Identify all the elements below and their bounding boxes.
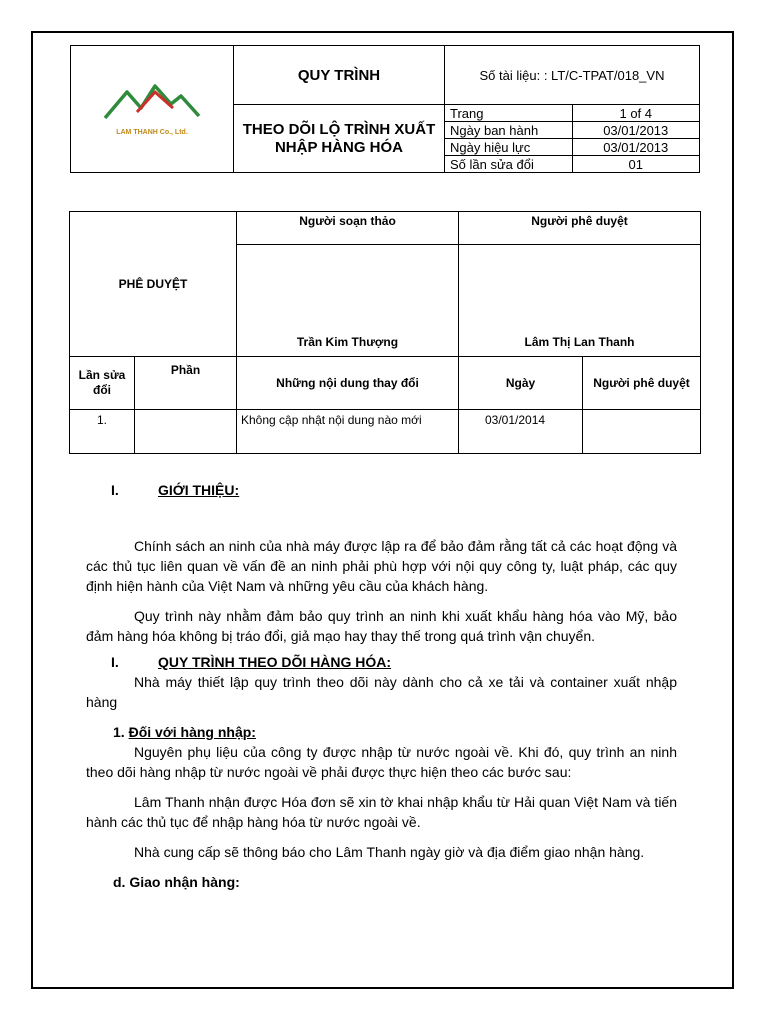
subsection-title: Giao nhận hàng:	[129, 874, 240, 890]
col-header-part: Phần	[135, 357, 237, 410]
meta-label-page: Trang	[445, 105, 573, 122]
paragraph: Nhà cung cấp sẽ thông báo cho Lâm Thanh ngày giờ và địa điểm giao nhận hàng.	[134, 844, 645, 860]
cell-revision: 1.	[70, 410, 135, 454]
meta-value-revisions: 01	[572, 156, 700, 173]
doc-type-title: QUY TRÌNH	[234, 46, 445, 105]
section-heading-process	[86, 652, 677, 672]
cell-changes: Không cập nhật nội dung nào mới	[237, 410, 459, 454]
paragraph: Quy trình này nhằm đảm bảo quy trình an ninh khi xuất khẩu hàng hóa vào Mỹ, bảo đảm hàng hóa không bị tráo đổi, giả mạo hay thay thế trong quá trình vận chuyển.	[86, 608, 677, 644]
approver-header: Người phê duyệt	[459, 212, 701, 245]
subsection-heading-imports	[86, 722, 677, 742]
document-body	[86, 480, 677, 892]
logo-text: LAM THANH Co., Ltd.	[116, 129, 188, 136]
subsection-heading-delivery	[86, 872, 677, 892]
meta-value-issue-date: 03/01/2013	[572, 122, 700, 139]
paragraph: Chính sách an ninh của nhà máy được lập ra để bảo đảm rằng tất cả các hoạt động và các thủ tục liên quan về vấn đề an ninh phải phù hợp với nội quy công ty, luật pháp, các quy định hiện hành của Việt Nam và những yêu cầu của khách hàng.	[86, 538, 677, 594]
drafter-header: Người soạn thảo	[237, 212, 459, 245]
logo-cell	[71, 46, 234, 173]
meta-value-effective-date: 03/01/2013	[572, 139, 700, 156]
table-row	[70, 410, 701, 454]
doc-number: Số tài liệu: : LT/C-TPAT/018_VN	[445, 46, 700, 105]
meta-value-page: 1 of 4	[572, 105, 700, 122]
approval-label: PHÊ DUYỆT	[70, 212, 237, 357]
cell-approver	[583, 410, 701, 454]
paragraph: Nguyên phụ liệu của công ty được nhập từ nước ngoài về. Khi đó, quy trình an ninh theo dõi hàng nhập từ nước ngoài về phải được thực hiện theo các bước sau:	[86, 744, 677, 780]
doc-title: THEO DÕI LỘ TRÌNH XUẤT NHẬP HÀNG HÓA	[234, 105, 445, 173]
company-logo-icon	[97, 78, 207, 128]
section-title: QUY TRÌNH THEO DÕI HÀNG HÓA:	[158, 654, 392, 670]
meta-label-revisions: Số lần sửa đổi	[445, 156, 573, 173]
paragraph: Lâm Thanh nhận được Hóa đơn sẽ xin tờ khai nhập khẩu từ Hải quan Việt Nam và tiến hành các thủ tục để nhập hàng hóa từ nước ngoài về.	[86, 794, 677, 830]
section-heading-intro	[86, 480, 677, 500]
section-title: GIỚI THIỆU:	[158, 482, 240, 498]
section-number: I.	[111, 482, 119, 498]
col-header-changes: Những nội dung thay đổi	[237, 357, 459, 410]
col-header-approver: Người phê duyệt	[583, 357, 701, 410]
subsection-number: 1.	[113, 724, 125, 740]
subsection-title: Đối với hàng nhập:	[128, 724, 256, 740]
meta-label-effective-date: Ngày hiệu lực	[445, 139, 573, 156]
approval-table	[69, 211, 701, 454]
paragraph: Nhà máy thiết lập quy trình theo dõi này dành cho cả xe tải và container xuất nhập hàng	[86, 674, 677, 710]
section-number: I.	[111, 654, 119, 670]
col-header-revision: Lần sửa đổi	[70, 357, 135, 410]
meta-label-issue-date: Ngày ban hành	[445, 122, 573, 139]
subsection-number: d.	[113, 874, 126, 890]
drafter-name: Trần Kim Thượng	[237, 245, 459, 357]
col-header-date: Ngày	[459, 357, 583, 410]
cell-part	[135, 410, 237, 454]
cell-date: 03/01/2014	[459, 410, 583, 454]
approver-name: Lâm Thị Lan Thanh	[459, 245, 701, 357]
document-header-table	[70, 45, 700, 173]
